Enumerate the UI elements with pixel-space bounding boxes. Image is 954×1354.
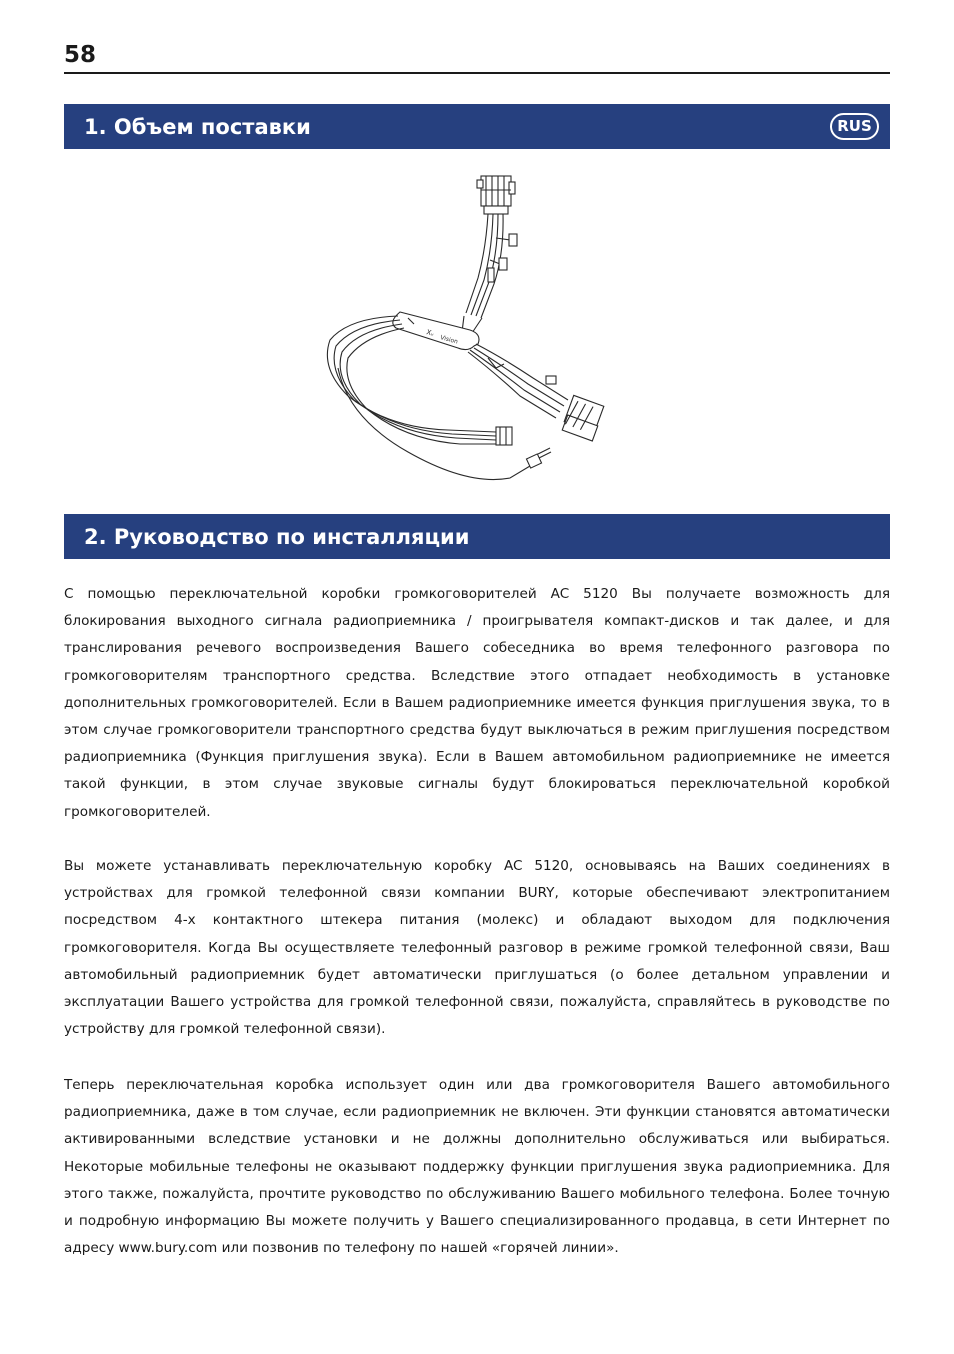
section-header-scope-of-delivery <box>64 104 890 149</box>
header-rule <box>64 72 890 74</box>
paragraph-installation: Вы можете устанавливать переключательную коробку AC 5120, основываясь на Ваших соединениях в устройствах для громкой телефонной связи компании BURY, которые обеспечивают электропитанием посредством 4-х контактного штекера питания (молекс) и обладают выходом для подключения громкоговорителя. Когда Вы осуществляете телефонный разговор в режиме громкой телефонной связи, Ваш автомобильный радиоприемник будет автоматически приглушаться (о более детальном управлении и эксплуатации Вашего устройства для громкой телефонной связи, пожалуйста, справляйтесь в руководстве по устройству для громкой телефонной связи). <box>64 858 890 1038</box>
section-title: 1. Объем поставки <box>84 115 311 139</box>
wiring-harness-illustration <box>318 168 618 493</box>
audio-jack-icon <box>526 448 551 468</box>
svg-text:Xᵥ: Xᵥ <box>425 328 436 338</box>
section-title: 2. Руководство по инсталляции <box>84 525 470 549</box>
paragraph-usage: Теперь переключательная коробка использует один или два громкоговорителя Вашего автомобильного радиоприемника, даже в том случае, если радиоприемник не включен. Эти функции становятся автоматически активированными вследствие установки и не должны дополнительно обслуживаться или выбираться. Некоторые мобильные телефоны не оказывают поддержку функции приглушения звука радиоприемника. Для этого также, пожалуйста, прочтите руководство по обслуживанию Вашего мобильного телефона. Более точную и подробную информацию Вы можете получить у Вашего специализированного продавца, в сети Интернет по адресу www.bury.com или позвонив по телефону по нашей «горячей линии». <box>64 1077 890 1257</box>
control-box-icon <box>393 312 479 350</box>
paragraph-intro: С помощью переключательной коробки громкоговорителей AC 5120 Вы получаете возможность для блокирования выходного сигнала радиоприемника / проигрывателя компакт-дисков и так далее, и для транслирования речевого воспроизведения Вашего собеседника во время телефонного разговора по громкоговорителям транспортного средства. Вследствие этого отпадает необходимость в установке дополнительных громкоговорителей. Если в Вашем радиоприемнике имеется функция приглушения звука, то в этом случае громкоговорители транспортного средства будут выключаться в режим приглушения посредством радиоприемника (Функция приглушения звука). Если в Вашем автомобильном радиоприемнике не имеется такой функции, в этом случае звуковые сигналы будут блокироваться переключательной коробкой громкоговорителей. <box>64 586 890 820</box>
bottom-connector-icon <box>562 395 604 441</box>
language-badge: RUS <box>830 113 879 140</box>
top-connector-icon <box>477 176 515 214</box>
svg-text:Vision: Vision <box>439 334 459 346</box>
section-header-installation-guide <box>64 514 890 559</box>
page-number: 58 <box>64 42 97 68</box>
